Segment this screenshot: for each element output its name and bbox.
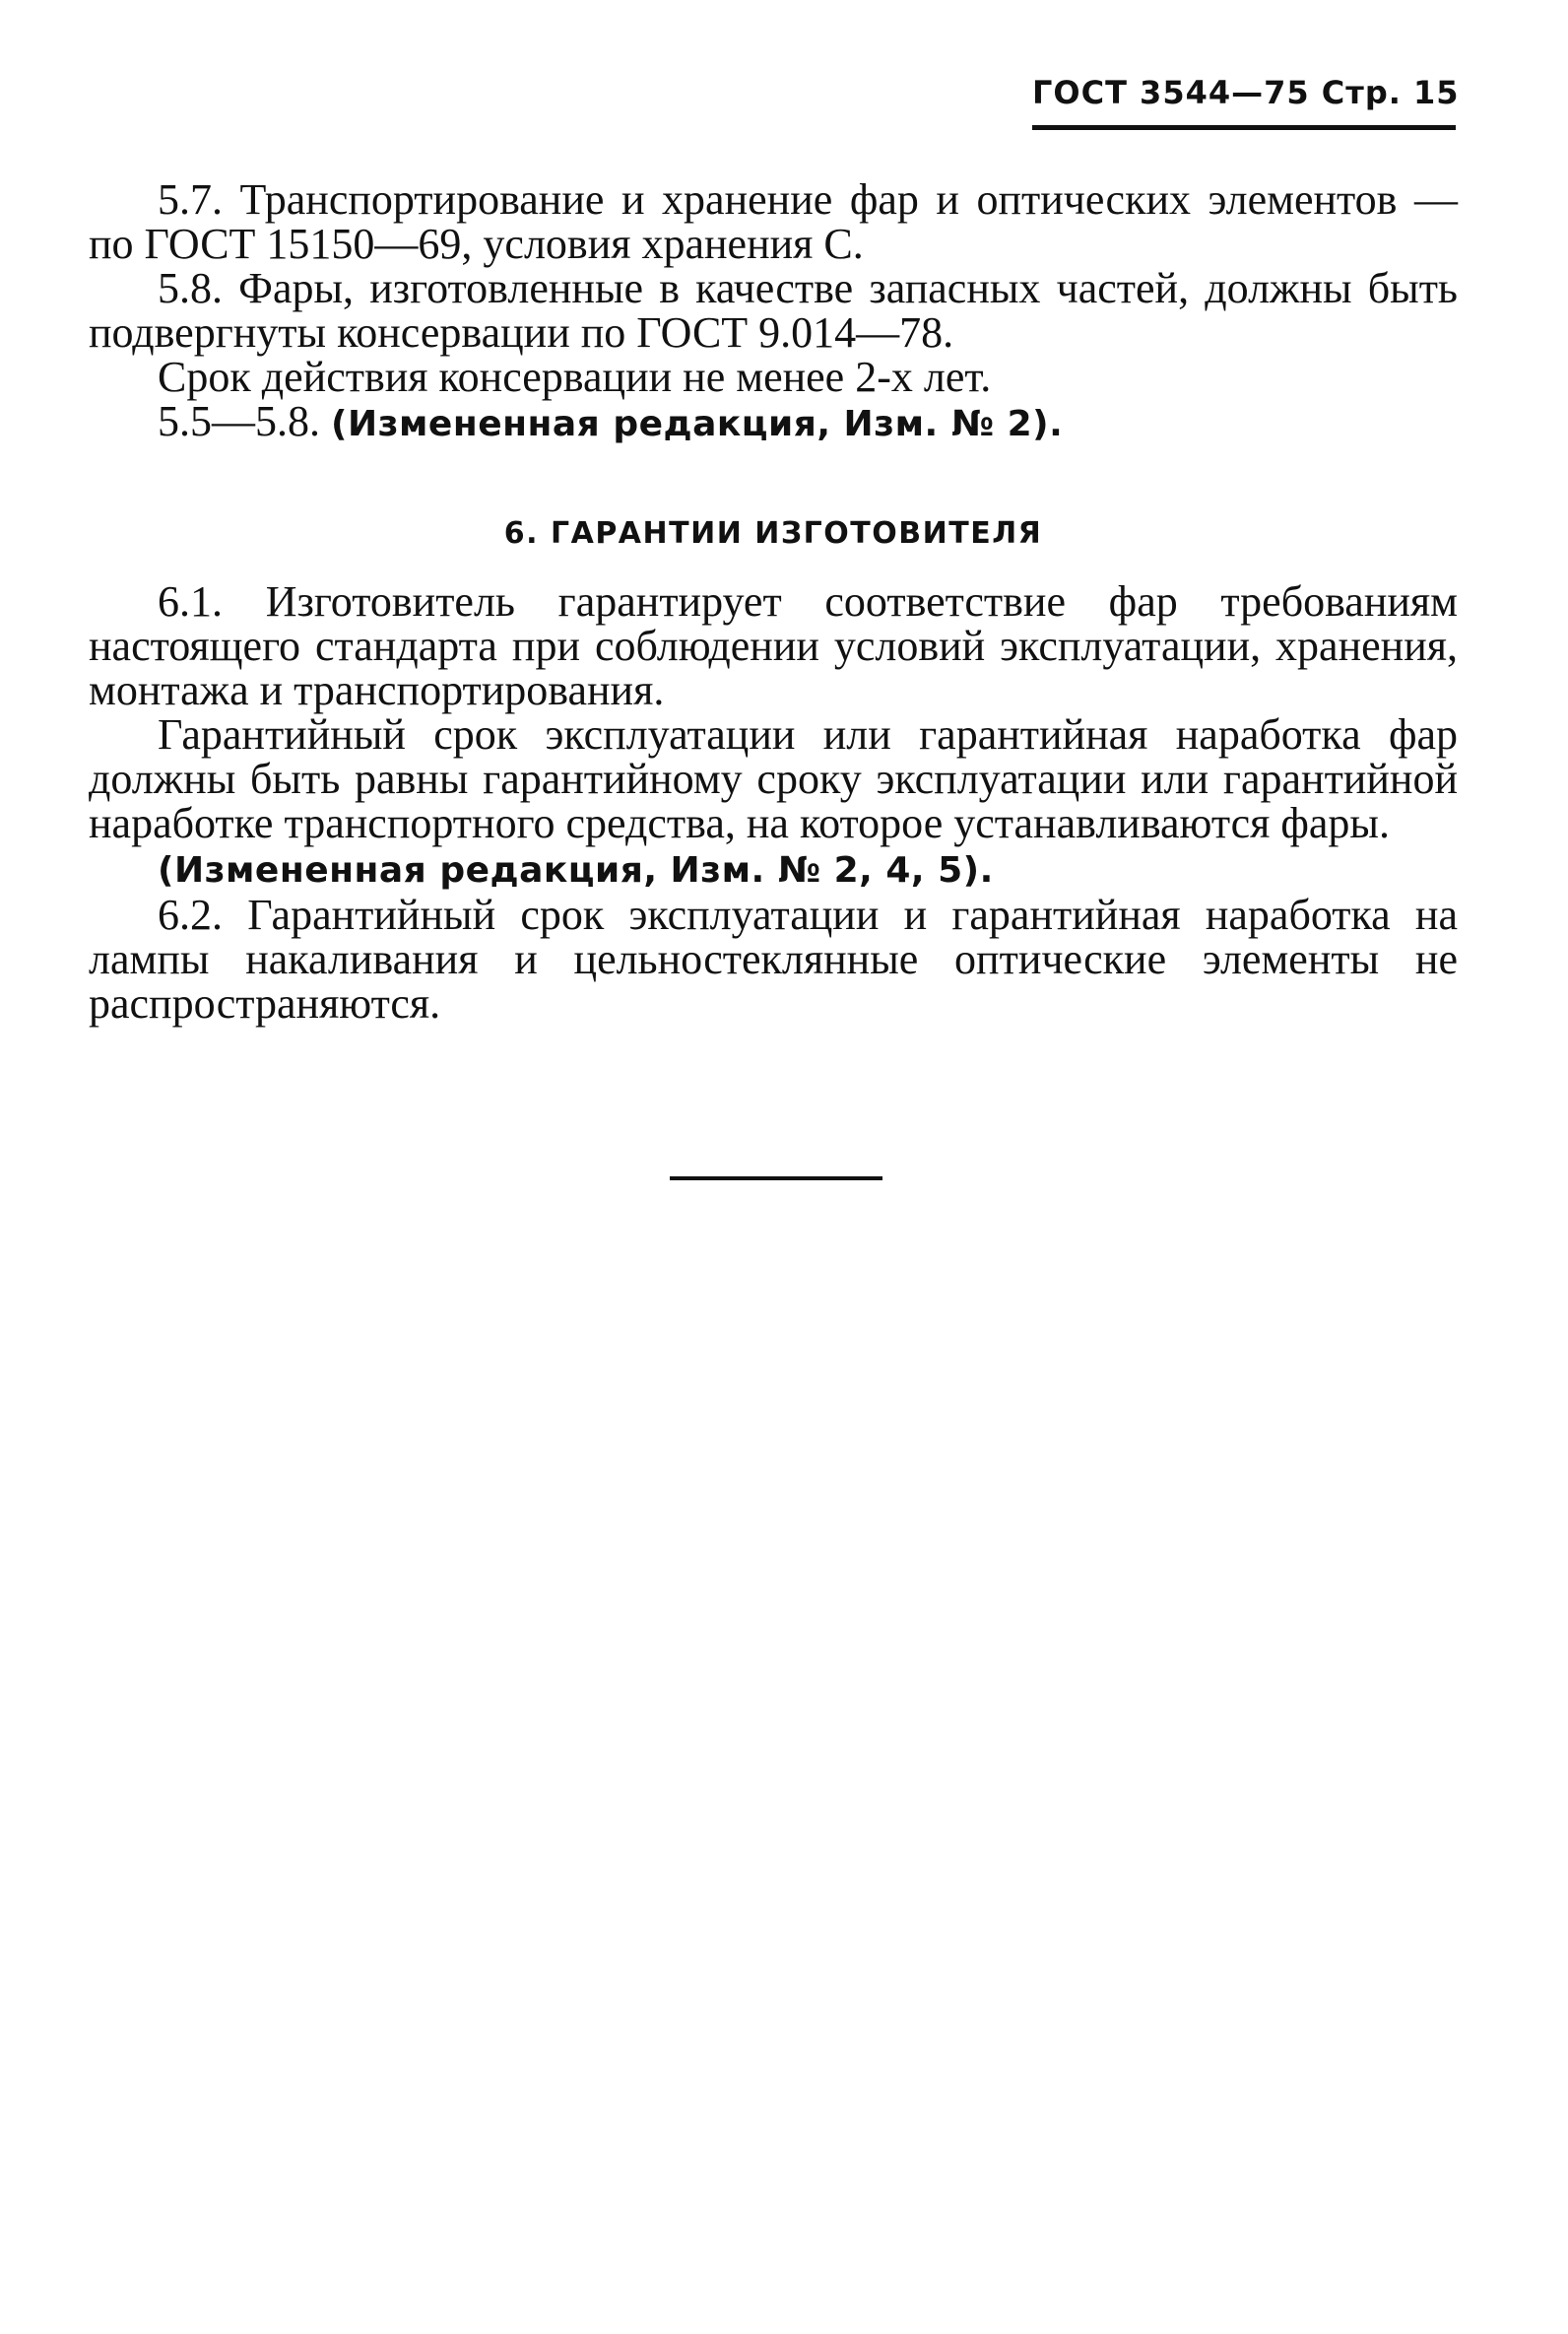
amendment-note-5 [89,399,1458,446]
amendment-text: (Измененная редакция, Изм. № 2). [331,404,1064,444]
amendment-note-6 [89,845,1458,893]
section-5-text [89,177,1458,446]
paragraph-6-2: 6.2. Гарантийный срок эксплуатации и гарантийная наработка на лампы накаливания и цельностеклянные оптические элементы не распространяются. [89,891,1458,1028]
end-of-text-rule [670,1176,882,1180]
paragraph-6-1-warranty: Гарантийный срок эксплуатации или гарантийная наработка фар должны быть равны гарантийному сроку эксплуатации или гарантийной наработке транспортного средства, на которое устанавливаются фары. [89,710,1458,847]
section-6-text [89,579,1458,1026]
amendment-text: (Измененная редакция, Изм. № 2, 4, 5). [158,850,994,891]
section-6-heading: 6. ГАРАНТИИ ИЗГОТОВИТЕЛЯ [503,516,1043,551]
paragraph-5-7: 5.7. Транспортирование и хранение фар и оптических элементов — по ГОСТ 15150—69, условия хранения С. [89,175,1458,268]
paragraph-5-8-note: Срок действия консервации не менее 2-х лет. [158,353,992,401]
paragraph-5-8: 5.8. Фары, изготовленные в качестве запасных частей, должны быть подвергнуты консервации по ГОСТ 9.014—78. [89,264,1458,357]
running-header [1032,69,1460,130]
running-header-title: ГОСТ 3544—75 Стр. 15 [1032,74,1460,111]
paragraph-6-1: 6.1. Изготовитель гарантирует соответствие фар требованиям настоящего стандарта при соблюдении условий эксплуатации, хранения, монтажа и транспортирования. [89,577,1458,714]
amendment-range: 5.5—5.8. [158,397,331,445]
